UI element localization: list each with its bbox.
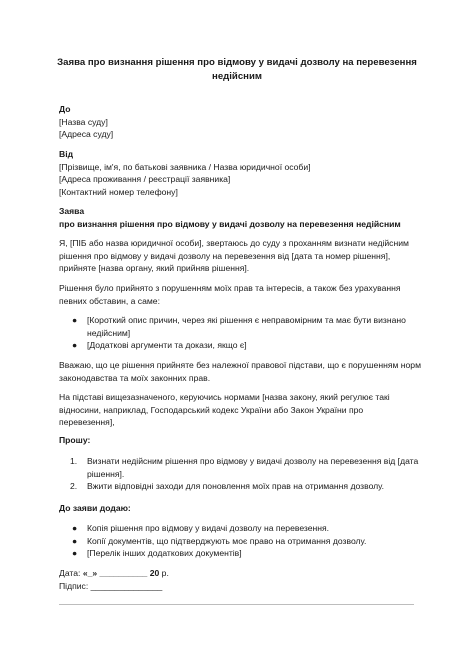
date-year: 20	[149, 568, 160, 578]
paragraph-4: На підставі вищезазначеного, керуючись нормами [назва закону, який регулює такі відносини, наприклад, Господарський кодекс України або Закон України про перевезення],	[59, 392, 390, 428]
signature-line	[59, 580, 421, 593]
bullet-icon: ●	[72, 548, 78, 559]
heading-line-2: про визнання рішення про відмову у видачі дозволу на перевезення недійсним	[59, 218, 401, 229]
date-day: «_»	[82, 568, 98, 578]
list-item	[59, 547, 421, 560]
paragraph-1: Я, [ПІБ або назва юридичної особи], звертаюсь до суду з проханням визнати недійсним рішення про відмову у видачі дозволу на перевезення від [дата та номер рішення], прийняте [назва органу, який прийняв рішення].	[59, 238, 409, 274]
signature-label: Підпис:	[59, 581, 91, 591]
bullet-icon: ●	[72, 340, 78, 351]
list-item-text: Копія рішення про відмову у видачі дозволу на перевезення.	[87, 523, 330, 533]
request-label: Прошу:	[59, 435, 91, 445]
list-number: 1.	[70, 456, 78, 466]
attachments-list	[59, 522, 421, 560]
sender-label: Від	[59, 149, 74, 159]
paragraph-3: Вважаю, що це рішення прийняте без належної правової підстави, що є порушенням норм законодавства та моїх законних прав.	[59, 360, 421, 383]
list-item-text: [Додаткові аргументи та докази, якщо є]	[87, 340, 247, 351]
bullet-icon: ●	[72, 315, 78, 325]
bullet-icon: ●	[72, 535, 78, 546]
list-item-text: [Короткий опис причин, через які рішення є неправомірним та має бути визнано недійсним]	[87, 315, 406, 338]
request-list	[59, 455, 421, 493]
sender-address: [Адреса проживання / реєстрації заявника]	[59, 174, 231, 185]
statement-heading	[59, 205, 421, 230]
court-name: [Назва суду]	[59, 116, 108, 127]
attachments-label: До заяви додаю:	[59, 503, 131, 513]
date-line	[59, 567, 421, 580]
list-item-text: Копії документів, що підтверджують моє право на отримання дозволу.	[87, 535, 367, 546]
list-number: 2.	[70, 481, 78, 492]
list-item	[59, 314, 421, 339]
list-item	[59, 455, 421, 480]
sender-name: [Прізвище, ім'я, по батькові заявника / Назва юридичної особи]	[59, 161, 311, 172]
date-month-blank: __________	[99, 568, 148, 578]
list-item	[59, 535, 421, 548]
court-address: [Адреса суду]	[59, 129, 114, 140]
sender-block	[59, 148, 421, 198]
list-item	[59, 480, 421, 493]
list-item-text: Вжити відповідні заходи для поновлення моїх прав на отримання дозволу.	[87, 481, 384, 492]
footer-divider	[59, 604, 414, 605]
date-suffix: р.	[159, 568, 169, 578]
signature-blank: _______________	[90, 581, 163, 591]
list-item	[59, 522, 421, 535]
recipient-label: До	[59, 104, 71, 114]
recipient-block	[59, 103, 421, 141]
sender-phone: [Контактний номер телефону]	[59, 186, 178, 197]
document-title: Заява про визнання рішення про відмову у видачі дозволу на перевезення недійсним	[57, 57, 417, 82]
list-item	[59, 339, 421, 352]
heading-line-1: Заява	[59, 206, 85, 216]
list-item-text: Визнати недійсним рішення про відмову у видачі дозволу на перевезення від [дата рішення].	[87, 456, 419, 479]
date-label: Дата:	[59, 568, 83, 578]
paragraph-2: Рішення було прийнято з порушенням моїх прав та інтересів, а також без урахування певних обставин, а саме:	[59, 283, 401, 306]
bullet-icon: ●	[72, 523, 78, 533]
list-item-text: [Перелік інших додаткових документів]	[87, 548, 242, 559]
circumstances-list	[59, 314, 421, 352]
